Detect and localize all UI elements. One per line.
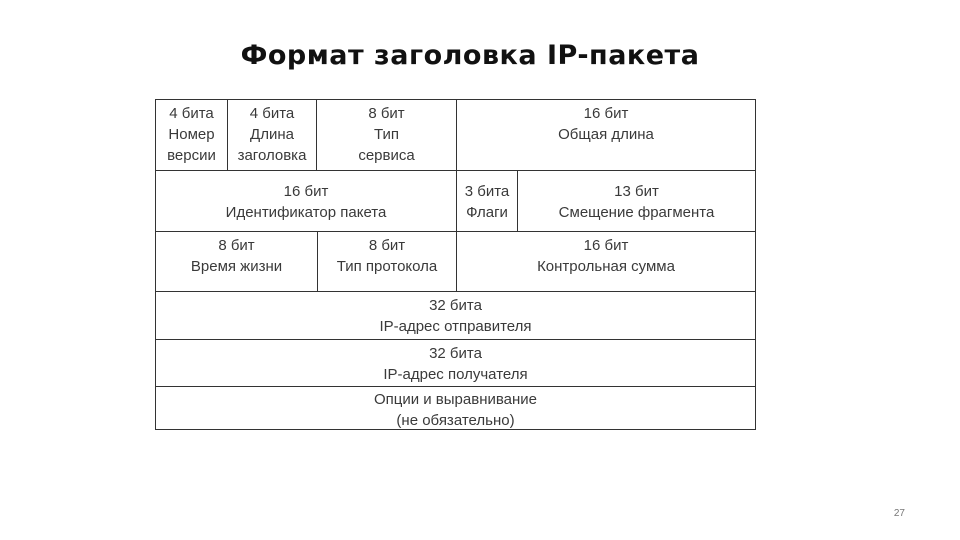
field-dest-ip-name: IP-адрес получателя — [383, 366, 528, 383]
field-identification-name: Идентификатор пакета — [225, 204, 387, 221]
field-flags — [456, 170, 518, 232]
slide-title: Формат заголовка IP-пакета — [240, 40, 700, 71]
field-source-ip — [155, 291, 756, 340]
field-total-length-size: 16 бит — [583, 105, 629, 122]
field-header-length-name2: заголовка — [237, 147, 307, 164]
field-service-type-size: 8 бит — [368, 105, 405, 122]
field-identification — [155, 170, 457, 232]
field-checksum — [456, 231, 756, 292]
field-version-size: 4 бита — [169, 105, 214, 122]
field-header-length-size: 4 бита — [249, 105, 295, 122]
field-source-ip-name: IP-адрес отправителя — [379, 318, 532, 335]
field-fragment-offset-name: Смещение фрагмента — [558, 204, 715, 221]
field-header-length-name1: Длина — [250, 126, 294, 143]
field-checksum-name: Контрольная сумма — [537, 258, 675, 275]
field-header-length — [227, 99, 317, 171]
field-protocol — [317, 231, 457, 292]
field-flags-size: 3 бита — [464, 183, 510, 200]
field-ttl-size: 8 бит — [218, 237, 255, 254]
field-checksum-size: 16 бит — [583, 237, 629, 254]
field-dest-ip — [155, 339, 756, 387]
field-ttl-name: Время жизни — [190, 258, 283, 275]
field-fragment-offset-size: 13 бит — [614, 183, 659, 200]
field-total-length — [456, 99, 756, 171]
field-fragment-offset — [517, 170, 756, 232]
field-options-line2: (не обязательно) — [396, 412, 515, 429]
page-number: 27 — [893, 508, 905, 519]
field-service-type-name1: Тип — [373, 126, 399, 143]
field-flags-name: Флаги — [466, 204, 508, 221]
field-dest-ip-size: 32 бита — [429, 345, 482, 362]
field-version-name2: версии — [167, 147, 216, 164]
field-source-ip-size: 32 бита — [429, 297, 482, 314]
field-service-type — [316, 99, 457, 171]
field-protocol-name: Тип протокола — [336, 258, 438, 275]
field-version-name1: Номер — [168, 126, 215, 143]
field-service-type-name2: сервиса — [358, 147, 415, 164]
field-protocol-size: 8 бит — [368, 237, 406, 254]
field-version — [155, 99, 228, 171]
field-options — [155, 386, 756, 430]
field-ttl — [155, 231, 318, 292]
field-identification-size: 16 бит — [283, 183, 329, 200]
field-total-length-name: Общая длина — [558, 126, 654, 143]
field-options-line1: Опции и выравнивание — [373, 391, 538, 408]
